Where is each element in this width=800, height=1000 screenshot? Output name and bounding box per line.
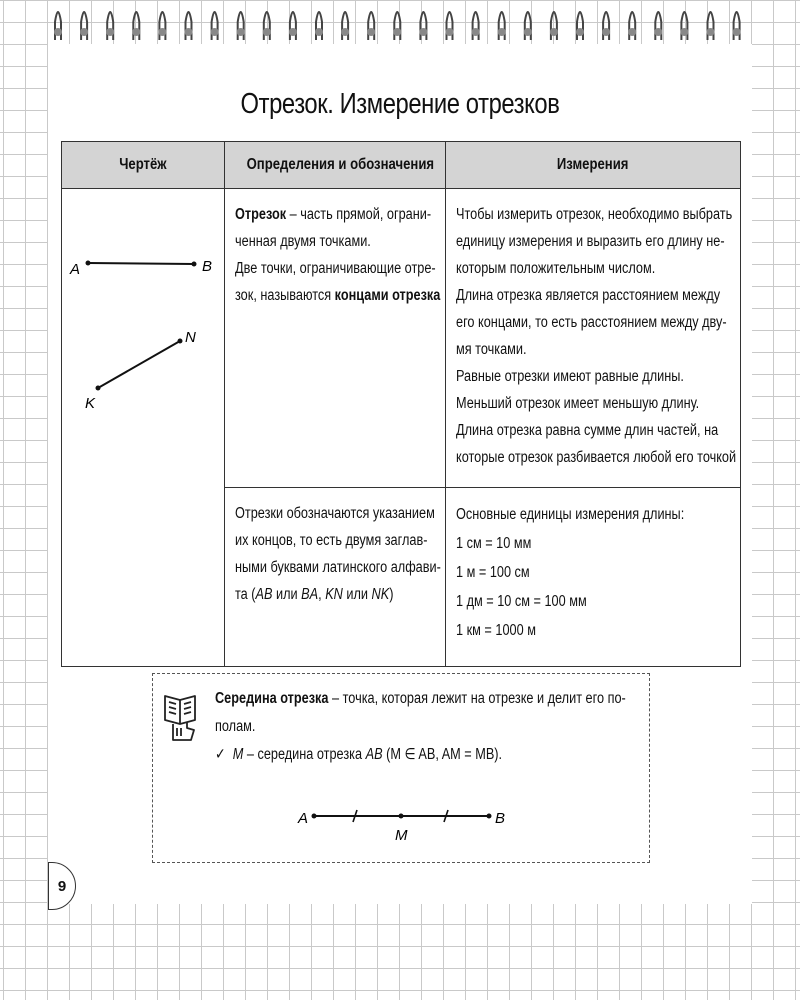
binding-hole [419,28,427,36]
term-segment-ends: концами отрезка [334,287,441,304]
midpoint-text: Середина отрезка – точка, которая лежит на отрезке и делит его по- полам. ✓ M – середина отрезка AB (M ∈ AB, AM = MB). [215,690,626,763]
point-n [178,339,183,344]
segments-drawing [63,190,223,645]
binding-hole [472,28,480,36]
binding-hole [211,28,219,36]
segment-ab [88,263,194,264]
header-drawing: Чертёж [62,142,225,189]
midpoint-note-box [152,673,650,863]
header-definitions: Определения и обозначения [225,142,446,189]
measurement-line: Равные отрезки имеют равные длины. [456,368,684,385]
drawing-cell [62,189,225,667]
binding-hole [80,28,88,36]
measurement-line: Длина отрезка является расстоянием между [456,287,721,304]
unit-km: 1 км = 1000 м [456,622,536,639]
definition-cell [225,189,446,488]
binding-hole [263,28,271,36]
midpoint-diagram [293,802,513,846]
binding-hole [524,28,532,36]
page-number: 9 [48,862,76,910]
binding-hole [132,28,140,36]
book-hand-icon [161,688,201,746]
binding-hole [315,28,323,36]
measurement-line: единицу измерения и выразить его длину не- [456,233,725,250]
measurement-line: которым положительным числом. [456,260,656,277]
binding-hole [289,28,297,36]
binding-hole [446,28,454,36]
binding-hole [54,28,62,36]
measurement-line: Чтобы измерить отрезок, необходимо выбрать [456,206,733,223]
binding-hole [576,28,584,36]
binding-hole [158,28,166,36]
label-k: K [85,395,96,412]
measurement-cell [446,189,741,488]
binding-hole [602,28,610,36]
point-a [86,261,91,266]
measurement-line: которые отрезок разбивается любой его точкой [456,449,737,466]
unit-dm: 1 дм = 10 см = 100 мм [456,593,587,610]
binding-hole [393,28,401,36]
label-m: M [395,827,408,844]
binding-hole [341,28,349,36]
check-icon: ✓ [215,746,226,763]
info-table [61,141,741,667]
units-text: Основные единицы измерения длины: 1 см = 10 мм 1 м = 100 см 1 дм = 10 см = 100 мм 1 км = 1000 м [456,500,731,645]
header-measurements: Измерения [446,142,741,189]
unit-cm: 1 см = 10 мм [456,535,532,552]
binding-hole [733,28,741,36]
notation-text: Отрезки обозначаются указанием их концов, то есть двумя заглав- ными буквами латинского алфави- та (AB или BA, KN или NK) [235,505,441,603]
point-a-mid [312,814,317,819]
binding-hole [106,28,114,36]
binding-hole [185,28,193,36]
measurement-line: его концами, то есть расстоянием между дву- [456,314,727,331]
label-a: A [70,261,81,278]
label-b-mid: B [495,810,506,827]
segment-kn [98,341,180,388]
binding-hole [707,28,715,36]
table-row [62,189,741,488]
point-b-mid [487,814,492,819]
binding-hole [367,28,375,36]
unit-m: 1 м = 100 см [456,564,530,581]
term-segment: Отрезок [235,206,287,223]
binding-hole [628,28,636,36]
point-m [399,814,404,819]
measurement-line: Меньший отрезок имеет меньшую длину. [456,395,700,412]
point-k [96,386,101,391]
units-cell [446,488,741,667]
spiral-binding [0,0,800,44]
point-b [192,262,197,267]
label-b: B [202,258,213,275]
binding-hole [237,28,245,36]
binding-hole [680,28,688,36]
term-midpoint: Середина отрезка [215,690,329,707]
measurement-text [456,201,737,471]
label-a-mid: A [298,810,309,827]
measurement-line: Длина отрезка равна сумме длин частей, на [456,422,719,439]
notation-cell [225,488,446,667]
table-header-row [62,142,741,189]
binding-hole [654,28,662,36]
label-n: N [185,329,196,346]
binding-hole [550,28,558,36]
definition-text: Отрезок – часть прямой, ограни- ченная двумя точками. Две точки, ограничивающие отре- зок, называются концами отрезка [235,206,441,304]
page-title: Отрезок. Измерение отрезков [240,88,560,120]
binding-hole [498,28,506,36]
measurement-line: мя точками. [456,341,527,358]
